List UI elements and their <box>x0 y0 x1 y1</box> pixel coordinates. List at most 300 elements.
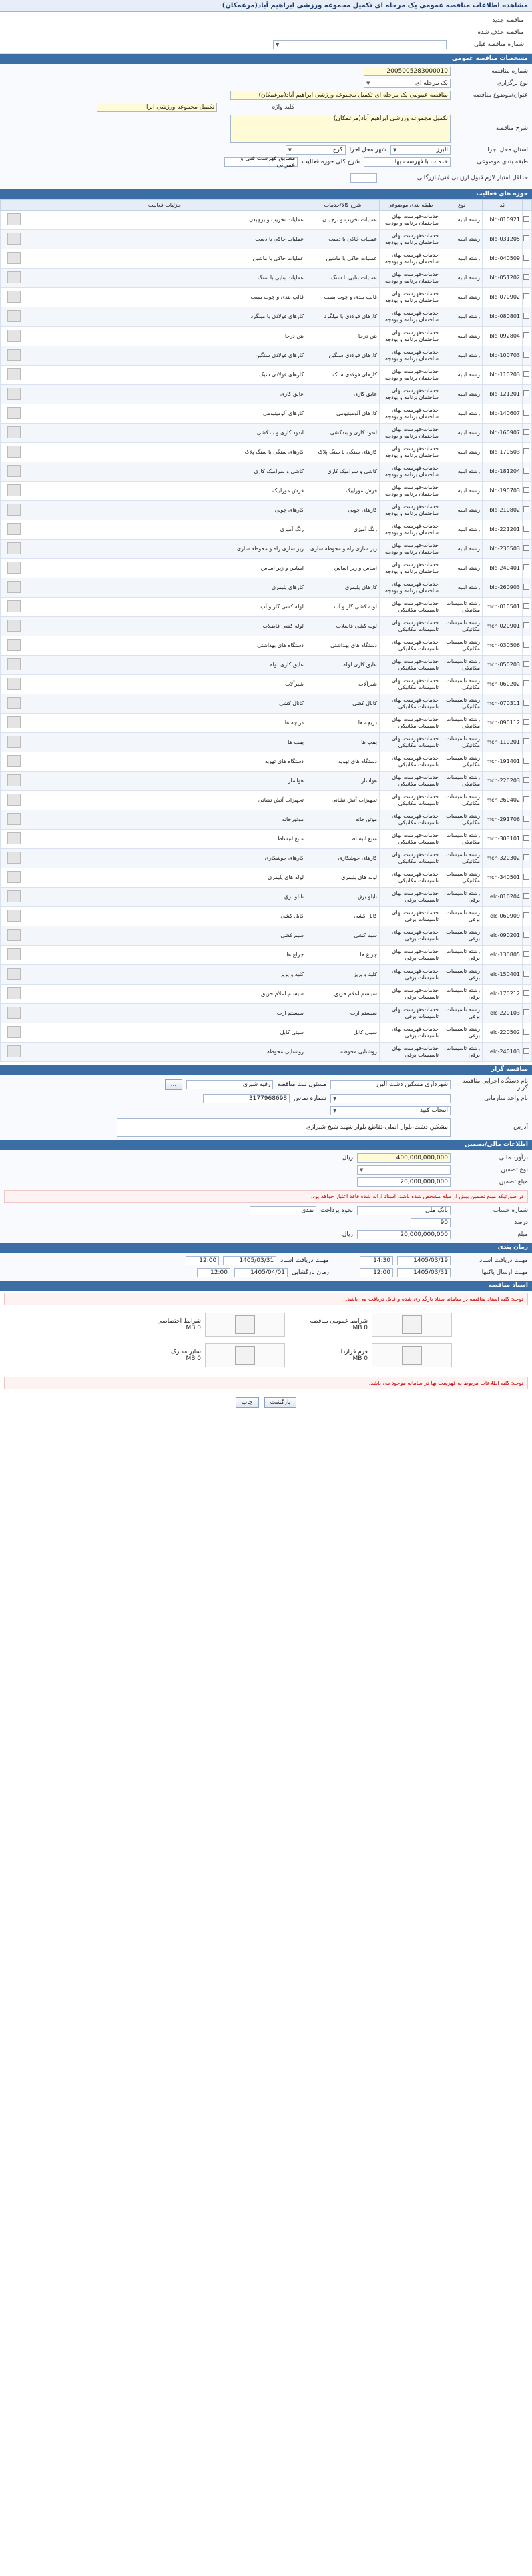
row-checkbox[interactable] <box>523 777 529 783</box>
row-cell <box>1 694 23 714</box>
table-row[interactable] <box>1 1043 532 1062</box>
row-desc: پمپ ها <box>306 733 380 752</box>
row-desc: موتورخانه <box>306 810 380 830</box>
table-row[interactable] <box>1 810 532 830</box>
doc-from-label: مهلت دریافت اسناد <box>479 1257 528 1264</box>
row-type: رشته ابنیه <box>441 366 483 385</box>
row-checkbox[interactable] <box>523 680 529 686</box>
table-row[interactable] <box>1 288 532 307</box>
row-checkbox[interactable] <box>523 506 529 512</box>
document-icon[interactable] <box>7 774 21 786</box>
row-cell <box>523 1043 532 1062</box>
percent-field[interactable]: 90 <box>411 1218 451 1227</box>
items-header: حوزه های فعالیت <box>0 189 532 199</box>
guarantee-amount-field[interactable]: 20,000,000,000 <box>357 1177 451 1187</box>
guarantee-select[interactable] <box>357 1165 451 1175</box>
table-row[interactable] <box>1 926 532 946</box>
qty-field[interactable]: 20,000,000,000 <box>357 1230 451 1239</box>
province-select[interactable] <box>390 145 451 155</box>
pay-field[interactable]: نقدی <box>250 1206 316 1215</box>
document-icon[interactable] <box>7 910 21 922</box>
row-detail: کاشی و سرامیک کاری <box>23 462 306 482</box>
row-desc: اساس و زیر اساس <box>306 559 380 578</box>
row-desc: لوله های پلیمری <box>306 868 380 888</box>
bank-field[interactable]: بانک ملی <box>357 1206 451 1215</box>
row-cell <box>523 385 532 404</box>
document-icon[interactable] <box>7 716 21 728</box>
doc-title: سایر مدارک <box>170 1349 201 1355</box>
row-checkbox[interactable] <box>523 874 529 880</box>
guarantee-amount-label: مبلغ تضمین <box>499 1179 528 1185</box>
doc-item[interactable] <box>292 1313 452 1337</box>
row-detail: لوله های پلیمری <box>23 868 306 888</box>
document-icon[interactable] <box>7 446 21 458</box>
document-icon[interactable] <box>7 426 21 438</box>
doc-to-date[interactable]: 1405/03/31 <box>397 1268 451 1277</box>
document-icon[interactable] <box>7 987 21 999</box>
row-checkbox[interactable] <box>523 990 529 996</box>
document-icon[interactable] <box>7 465 21 477</box>
docs-grid <box>0 1307 532 1373</box>
table-row[interactable] <box>1 482 532 501</box>
row-checkbox[interactable] <box>523 371 529 377</box>
document-icon[interactable] <box>7 523 21 535</box>
row-cell <box>523 501 532 520</box>
col-type: نوع <box>441 200 483 211</box>
title-field[interactable]: مناقصه عمومی یک مرحله ای تکمیل مجموعه ورزشی ابراهیم آباد(مرغمکان) <box>230 91 451 100</box>
number-field[interactable]: 2005005283000010 <box>364 67 451 76</box>
table-row[interactable] <box>1 269 532 288</box>
row-type: رشته ابنیه <box>441 482 483 501</box>
table-row[interactable] <box>1 501 532 520</box>
row-code: bld-210802 <box>483 501 523 520</box>
document-icon[interactable] <box>7 697 21 709</box>
doc-to-time[interactable]: 12:00 <box>360 1268 393 1277</box>
table-row[interactable] <box>1 230 532 249</box>
document-icon[interactable] <box>7 562 21 574</box>
row-category: خدمات-فهرست بهای ساختمان برنامه و بودجه <box>380 578 441 598</box>
row-type: رشته تاسیسات برقی <box>441 946 483 965</box>
document-icon[interactable] <box>7 330 21 342</box>
row-category: خدمات-فهرست بهای تاسیسات برقی <box>380 985 441 1004</box>
row-checkbox[interactable] <box>523 738 529 744</box>
more-button[interactable]: ... <box>165 1079 183 1090</box>
table-row[interactable] <box>1 733 532 752</box>
city-label: شهر محل اجرا <box>349 147 386 153</box>
row-checkbox[interactable] <box>523 584 529 590</box>
document-icon[interactable] <box>7 871 21 883</box>
row-detail: کارهای جوشکاری <box>23 849 306 868</box>
row-cell <box>1 830 23 849</box>
document-icon[interactable] <box>7 542 21 554</box>
keyword-field[interactable]: تکمیل مجموعه ورزشی ابرا <box>97 103 217 112</box>
row-cell <box>523 656 532 675</box>
phone-label: شماره تماس <box>294 1095 326 1102</box>
table-row[interactable] <box>1 849 532 868</box>
document-icon[interactable] <box>7 1007 21 1019</box>
doc-from-time[interactable]: 14:30 <box>360 1256 393 1265</box>
row-detail: کارهای پلیمری <box>23 578 306 598</box>
row-checkbox[interactable] <box>523 642 529 648</box>
row-checkbox[interactable] <box>523 429 529 435</box>
row-cell <box>1 482 23 501</box>
row-type: رشته تاسیسات مکانیکی <box>441 791 483 810</box>
document-icon <box>372 1313 452 1337</box>
table-row[interactable] <box>1 946 532 965</box>
row-desc: هواساز <box>306 772 380 791</box>
row-category: خدمات-فهرست بهای تاسیسات مکانیکی <box>380 830 441 849</box>
table-row[interactable] <box>1 424 532 443</box>
document-icon[interactable] <box>7 755 21 767</box>
document-icon[interactable] <box>7 794 21 806</box>
row-cell <box>523 694 532 714</box>
row-detail: کارهای آلومینیومی <box>23 404 306 424</box>
document-icon[interactable] <box>7 813 21 825</box>
row-code: bld-170503 <box>483 443 523 462</box>
document-icon[interactable] <box>7 736 21 748</box>
table-row[interactable] <box>1 385 532 404</box>
table-row[interactable] <box>1 520 532 540</box>
document-icon <box>205 1343 285 1367</box>
row-checkbox[interactable] <box>523 932 529 938</box>
table-row[interactable] <box>1 888 532 907</box>
document-icon[interactable] <box>7 1045 21 1057</box>
row-cell <box>523 540 532 559</box>
person-field[interactable]: رقیه شیری <box>186 1080 273 1089</box>
type-select[interactable] <box>364 79 451 88</box>
docs-note: توجه: کلیه اسناد مناقصه در سامانه ستاد بارگذاری شده و قابل دریافت می باشد. <box>4 1293 528 1305</box>
table-row[interactable] <box>1 443 532 462</box>
row-category: خدمات-فهرست بهای تاسیسات برقی <box>380 926 441 946</box>
row-desc: کارهای فولادی با میلگرد <box>306 307 380 327</box>
row-cell <box>1 288 23 307</box>
row-desc: کارهای فولادی سبک <box>306 366 380 385</box>
row-detail: عملیات خاکی با ماشین <box>23 249 306 269</box>
category-field[interactable]: خدمات با فهرست بها <box>364 157 451 167</box>
row-checkbox[interactable] <box>523 293 529 299</box>
row-detail: کلید و پریز <box>23 965 306 985</box>
table-row[interactable] <box>1 366 532 385</box>
table-row[interactable] <box>1 714 532 733</box>
row-type: رشته تاسیسات برقی <box>441 1043 483 1062</box>
row-code: mch-110201 <box>483 733 523 752</box>
document-icon[interactable] <box>7 581 21 593</box>
row-type: رشته تاسیسات مکانیکی <box>441 733 483 752</box>
row-checkbox[interactable] <box>523 603 529 609</box>
table-row[interactable] <box>1 559 532 578</box>
row-category: خدمات-فهرست بهای تاسیسات برقی <box>380 1023 441 1043</box>
row-desc: لوله کشی فاضلاب <box>306 617 380 636</box>
row-checkbox[interactable] <box>523 1009 529 1015</box>
table-row[interactable] <box>1 772 532 791</box>
row-category: خدمات-فهرست بهای تاسیسات برقی <box>380 946 441 965</box>
row-type: رشته تاسیسات برقی <box>441 1004 483 1023</box>
table-row[interactable] <box>1 1004 532 1023</box>
row-cell <box>1 733 23 752</box>
row-category: خدمات-فهرست بهای ساختمان برنامه و بودجه <box>380 269 441 288</box>
row-code: elc-170212 <box>483 985 523 1004</box>
row-checkbox[interactable] <box>523 951 529 957</box>
document-icon[interactable] <box>7 929 21 941</box>
row-cell <box>523 1023 532 1043</box>
document-icon[interactable] <box>7 349 21 361</box>
row-checkbox[interactable] <box>523 835 529 841</box>
open-date[interactable]: 1405/04/01 <box>234 1268 288 1277</box>
city-select[interactable] <box>286 145 346 155</box>
table-row[interactable] <box>1 830 532 849</box>
row-checkbox[interactable] <box>523 719 529 725</box>
row-checkbox[interactable] <box>523 216 529 222</box>
row-checkbox[interactable] <box>523 1048 529 1054</box>
row-desc: چراغ ها <box>306 946 380 965</box>
open-label: زمان بازگشایی <box>291 1269 329 1276</box>
row-type: رشته ابنیه <box>441 230 483 249</box>
table-row[interactable] <box>1 752 532 772</box>
row-desc: کارهای جوشکاری <box>306 849 380 868</box>
document-icon[interactable] <box>7 310 21 322</box>
row-category: خدمات-فهرست بهای ساختمان برنامه و بودجه <box>380 520 441 540</box>
row-checkbox[interactable] <box>523 390 529 396</box>
row-code: bld-240401 <box>483 559 523 578</box>
document-icon[interactable] <box>7 600 21 612</box>
print-button[interactable]: چاپ <box>236 1397 259 1408</box>
activity-field[interactable]: مطابق فهرست فنی و عمرانی <box>224 157 298 167</box>
row-code: elc-090201 <box>483 926 523 946</box>
valid-time[interactable]: 12:00 <box>186 1256 219 1265</box>
row-checkbox[interactable] <box>523 352 529 358</box>
row-cell <box>1 598 23 617</box>
org-section <box>0 1075 532 1140</box>
row-type: رشته تاسیسات مکانیکی <box>441 868 483 888</box>
table-row[interactable] <box>1 965 532 985</box>
row-checkbox[interactable] <box>523 564 529 570</box>
document-icon[interactable] <box>7 1026 21 1038</box>
org-name-field[interactable]: شهرداری مشکین دشت البرز <box>330 1080 451 1089</box>
row-detail: لوله کشی فاضلاب <box>23 617 306 636</box>
document-icon[interactable] <box>7 890 21 902</box>
table-row[interactable] <box>1 404 532 424</box>
doc-from-date[interactable]: 1405/03/19 <box>397 1256 451 1265</box>
row-checkbox[interactable] <box>523 313 529 319</box>
table-row[interactable] <box>1 598 532 617</box>
unit-select-2[interactable] <box>330 1106 451 1115</box>
doc-item[interactable] <box>125 1313 285 1337</box>
deposit-label: شماره حساب <box>493 1207 528 1214</box>
row-cell <box>523 249 532 269</box>
row-category: خدمات-فهرست بهای ساختمان برنامه و بودجه <box>380 540 441 559</box>
row-checkbox[interactable] <box>523 545 529 551</box>
row-cell <box>1 907 23 926</box>
table-row[interactable] <box>1 617 532 636</box>
row-cell <box>1 714 23 733</box>
row-type: رشته تاسیسات مکانیکی <box>441 636 483 656</box>
table-row[interactable] <box>1 462 532 482</box>
row-checkbox[interactable] <box>523 235 529 241</box>
document-icon[interactable] <box>7 620 21 632</box>
row-category: خدمات-فهرست بهای تاسیسات برقی <box>380 907 441 926</box>
row-checkbox[interactable] <box>523 622 529 628</box>
table-row[interactable] <box>1 578 532 598</box>
doc-size: 0 MB <box>352 1325 368 1331</box>
row-category: خدمات-فهرست بهای ساختمان برنامه و بودجه <box>380 404 441 424</box>
row-checkbox[interactable] <box>523 526 529 532</box>
estimate-field[interactable]: 400,000,000,000 <box>357 1153 451 1163</box>
document-icon[interactable] <box>7 252 21 264</box>
row-code: bld-121201 <box>483 385 523 404</box>
document-icon[interactable] <box>7 948 21 960</box>
row-cell <box>1 443 23 462</box>
row-checkbox[interactable] <box>523 893 529 899</box>
row-detail: عایق کاری لوله <box>23 656 306 675</box>
row-desc: کاشی و سرامیک کاری <box>306 462 380 482</box>
row-category: خدمات-فهرست بهای تاسیسات مکانیکی <box>380 675 441 694</box>
row-cell <box>1 520 23 540</box>
row-checkbox[interactable] <box>523 468 529 474</box>
document-icon[interactable] <box>7 658 21 670</box>
row-checkbox[interactable] <box>523 796 529 802</box>
row-type: رشته ابنیه <box>441 288 483 307</box>
document-icon[interactable] <box>7 968 21 980</box>
table-row[interactable] <box>1 694 532 714</box>
document-icon[interactable] <box>7 233 21 245</box>
table-row[interactable] <box>1 540 532 559</box>
row-detail: شیرآلات <box>23 675 306 694</box>
row-desc: تجهیزات آتش نشانی <box>306 791 380 810</box>
type-label: نوع برگزاری <box>497 80 528 87</box>
unit-select[interactable] <box>330 1094 451 1103</box>
row-checkbox[interactable] <box>523 448 529 454</box>
document-icon[interactable] <box>7 832 21 844</box>
row-cell <box>523 211 532 230</box>
qty-label: مبلغ <box>517 1231 528 1238</box>
row-detail: سیم کشی <box>23 926 306 946</box>
row-category: خدمات-فهرست بهای تاسیسات مکانیکی <box>380 849 441 868</box>
document-icon[interactable] <box>7 484 21 496</box>
row-checkbox[interactable] <box>523 816 529 822</box>
table-row[interactable] <box>1 675 532 694</box>
col-desc: شرح کالا/خدمات <box>306 200 380 211</box>
row-cell <box>523 346 532 366</box>
row-cell <box>1 810 23 830</box>
document-icon[interactable] <box>7 291 21 303</box>
table-row[interactable] <box>1 346 532 366</box>
row-checkbox[interactable] <box>523 971 529 977</box>
valid-date[interactable]: 1405/03/31 <box>223 1256 276 1265</box>
doc-item[interactable] <box>125 1343 285 1367</box>
table-row[interactable] <box>1 907 532 926</box>
row-detail: دستگاه های تهویه <box>23 752 306 772</box>
doc-item[interactable] <box>292 1343 452 1367</box>
row-checkbox[interactable] <box>523 700 529 706</box>
row-code: bld-031205 <box>483 230 523 249</box>
row-cell <box>1 1043 23 1062</box>
row-cell <box>1 230 23 249</box>
document-icon[interactable] <box>7 368 21 380</box>
row-checkbox[interactable] <box>523 255 529 261</box>
row-code: mch-320302 <box>483 849 523 868</box>
table-row[interactable] <box>1 1023 532 1043</box>
row-code: mch-303101 <box>483 830 523 849</box>
table-row[interactable] <box>1 656 532 675</box>
row-desc: شیرآلات <box>306 675 380 694</box>
row-cell <box>523 327 532 346</box>
finance-section <box>0 1150 532 1243</box>
chevron-down-icon: ▼ <box>333 1108 337 1113</box>
document-icon[interactable] <box>7 852 21 864</box>
table-row[interactable] <box>1 211 532 230</box>
prev-status-select[interactable] <box>273 40 447 49</box>
contract-field[interactable] <box>350 173 377 183</box>
row-detail: هواساز <box>23 772 306 791</box>
row-type: رشته ابنیه <box>441 501 483 520</box>
row-checkbox[interactable] <box>523 758 529 764</box>
row-checkbox[interactable] <box>523 410 529 416</box>
document-icon[interactable] <box>7 271 21 283</box>
row-checkbox[interactable] <box>523 487 529 493</box>
row-cell <box>1 404 23 424</box>
table-row[interactable] <box>1 636 532 656</box>
row-checkbox[interactable] <box>523 274 529 280</box>
row-desc: کارهای آلومینیومی <box>306 404 380 424</box>
open-time[interactable]: 12:00 <box>197 1268 230 1277</box>
row-cell <box>1 559 23 578</box>
document-icon[interactable] <box>7 678 21 690</box>
table-row[interactable] <box>1 985 532 1004</box>
row-code: elc-220502 <box>483 1023 523 1043</box>
address-field[interactable]: مشکین دشت-بلوار اصلی-تقاطع بلوار شهید شیخ شیرازی <box>117 1118 451 1137</box>
desc-field[interactable]: تکمیل مجموعه ورزشی ابراهیم آباد(مرغمکان) <box>230 115 451 143</box>
row-type: رشته تاسیسات مکانیکی <box>441 675 483 694</box>
row-cell <box>1 868 23 888</box>
row-checkbox[interactable] <box>523 332 529 338</box>
row-detail: فرش موزاییک <box>23 482 306 501</box>
row-type: رشته ابنیه <box>441 385 483 404</box>
chevron-down-icon: ▼ <box>366 81 370 86</box>
row-code: mch-050203 <box>483 656 523 675</box>
back-button[interactable]: بازگشت <box>264 1397 297 1408</box>
row-checkbox[interactable] <box>523 1029 529 1035</box>
row-detail: موتورخانه <box>23 810 306 830</box>
row-checkbox[interactable] <box>523 661 529 667</box>
row-cell <box>1 307 23 327</box>
row-detail: قالب بندی و چوب بست <box>23 288 306 307</box>
row-category: خدمات-فهرست بهای تاسیسات مکانیکی <box>380 791 441 810</box>
row-type: رشته تاسیسات برقی <box>441 965 483 985</box>
document-icon[interactable] <box>7 388 21 400</box>
table-row[interactable] <box>1 868 532 888</box>
top-panel <box>0 12 532 54</box>
row-cell <box>1 985 23 1004</box>
table-row[interactable] <box>1 307 532 327</box>
table-row[interactable] <box>1 791 532 810</box>
document-icon[interactable] <box>7 504 21 516</box>
phone-field[interactable]: 3177968698 <box>203 1094 290 1103</box>
row-checkbox[interactable] <box>523 854 529 860</box>
row-cell <box>1 926 23 946</box>
document-icon[interactable] <box>7 407 21 419</box>
document-icon[interactable] <box>7 213 21 225</box>
row-desc: سیستم اعلام حریق <box>306 985 380 1004</box>
row-desc: اندود کاری و بندکشی <box>306 424 380 443</box>
row-checkbox[interactable] <box>523 912 529 918</box>
row-type: رشته ابنیه <box>441 424 483 443</box>
table-row[interactable] <box>1 249 532 269</box>
row-code: bld-100703 <box>483 346 523 366</box>
table-row[interactable] <box>1 327 532 346</box>
footer-note: توجه: کلیه اطلاعات مربوط به فهرست بها در سامانه موجود می باشد. <box>4 1377 528 1389</box>
document-icon[interactable] <box>7 639 21 651</box>
row-cell <box>523 578 532 598</box>
